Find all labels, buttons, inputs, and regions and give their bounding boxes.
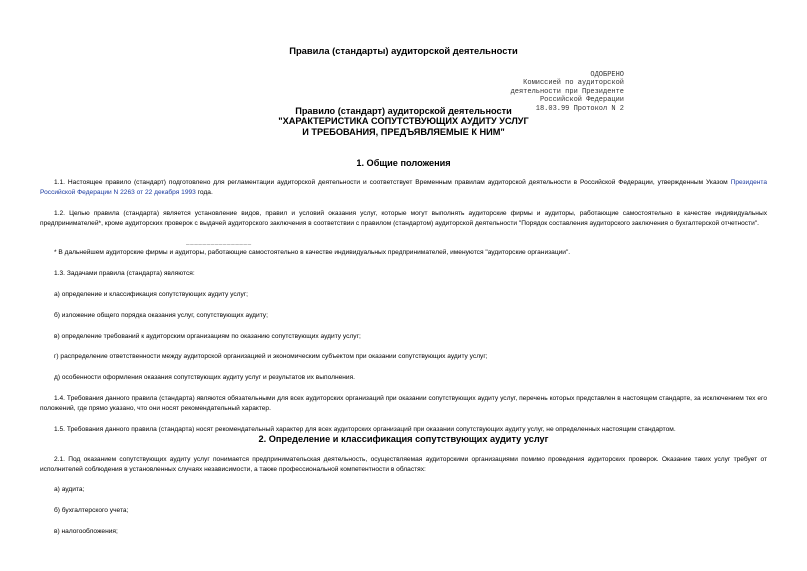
rule-title-line-3: И ТРЕБОВАНИЯ, ПРЕДЪЯВЛЯЕМЫЕ К НИМ" <box>302 126 505 137</box>
paragraph-1-1-tail: года. <box>195 189 213 197</box>
rule-title-line-2: "ХАРАКТЕРИСТИКА СОПУТСТВУЮЩИХ АУДИТУ УСЛУГ <box>278 116 529 127</box>
section2-item-a: а) аудита; <box>54 486 85 493</box>
paragraph-1-5: 1.5. Требования данного правила (стандарта) носят рекомендательный характер для всех аудиторских организаций при оказании сопутствующих аудиту услуг, не определенных настоящим стандартом. <box>54 426 676 433</box>
document-title: Правила (стандарты) аудиторской деятельности <box>289 45 518 56</box>
decree-link[interactable]: Президента Российской Федерации N 2263 от 22 декабря 1993 <box>40 179 767 197</box>
section-heading-2: 2. Определение и классификация сопутствующих аудиту услуг <box>258 434 549 444</box>
paragraph-1-1 <box>40 178 767 198</box>
paragraph-1-3: 1.3. Задачами правила (стандарта) являются: <box>54 270 195 277</box>
rule-title <box>0 106 807 137</box>
list-item-v: в) определение требований к аудиторским организациям по оказанию сопутствующих аудиту услуг; <box>54 333 361 340</box>
paragraph-1-4: 1.4. Требования данного правила (стандарта) являются обязательными для всех аудиторских организаций при оказании сопутствующих аудиту услуг, перечень которых представлен в настоящем стандарте, за исключением тех его положений, где прямо указано, что они носят рекомендательный характер. <box>40 395 767 413</box>
section2-item-b: б) бухгалтерского учета; <box>54 507 129 514</box>
list-item-g: г) распределение ответственности между аудиторской организацией и экономическим субъектом при оказании сопутствующих аудиту услуг; <box>54 353 488 360</box>
list-item-d: д) особенности оформления оказания сопутствующих аудиту услуг и результатов их выполнения. <box>54 374 355 381</box>
paragraph-1-1-text: 1.1. Настоящее правило (стандарт) подготовлено для регламентации аудиторской деятельности и соответствует Временным правилам аудиторской деятельности в Российской Федерации, утвержденным Указом <box>54 179 731 186</box>
footnote: * В дальнейшем аудиторские фирмы и аудиторы, работающие самостоятельно в качестве индивидуальных предпринимателей, именуются "аудиторские организации". <box>54 249 571 256</box>
list-item-b: б) изложение общего порядка оказания услуг, сопутствующих аудиту; <box>54 312 268 319</box>
section-heading-1: 1. Общие положения <box>356 158 451 168</box>
paragraph-2-1: 2.1. Под оказанием сопутствующих аудиту услуг понимается предпринимательская деятельность, осуществляемая аудиторскими организациями помимо проведения аудиторских проверок. Оказание таких услуг требует от исполнителей соблюдения в установленных случаях независимости, а также профессиональной компетентности в областях: <box>40 456 767 474</box>
footnote-separator: ________________ <box>186 239 252 246</box>
section2-item-v: в) налогообложения; <box>54 528 118 535</box>
rule-title-line-1: Правило (стандарт) аудиторской деятельности <box>295 106 512 116</box>
list-item-a: а) определение и классификация сопутствующих аудиту услуг; <box>54 291 249 298</box>
approval-stamp: ОДОБРЕНО Комиссией по аудиторской деятельности при Президенте Российской Федерации 18.03.99 Протокол N 2 <box>510 71 624 113</box>
paragraph-1-2: 1.2. Целью правила (стандарта) является установление видов, правил и условий оказания услуг, которые могут выполнять аудиторские фирмы и аудиторы, работающие самостоятельно в качестве индивидуальных предпринимателей*, кроме аудиторских проверок с выдачей аудиторского заключения в соответствии с правилом (стандартом) аудиторской деятельности "Порядок составления аудиторского заключения о бухгалтерской отчетности". <box>40 210 767 228</box>
